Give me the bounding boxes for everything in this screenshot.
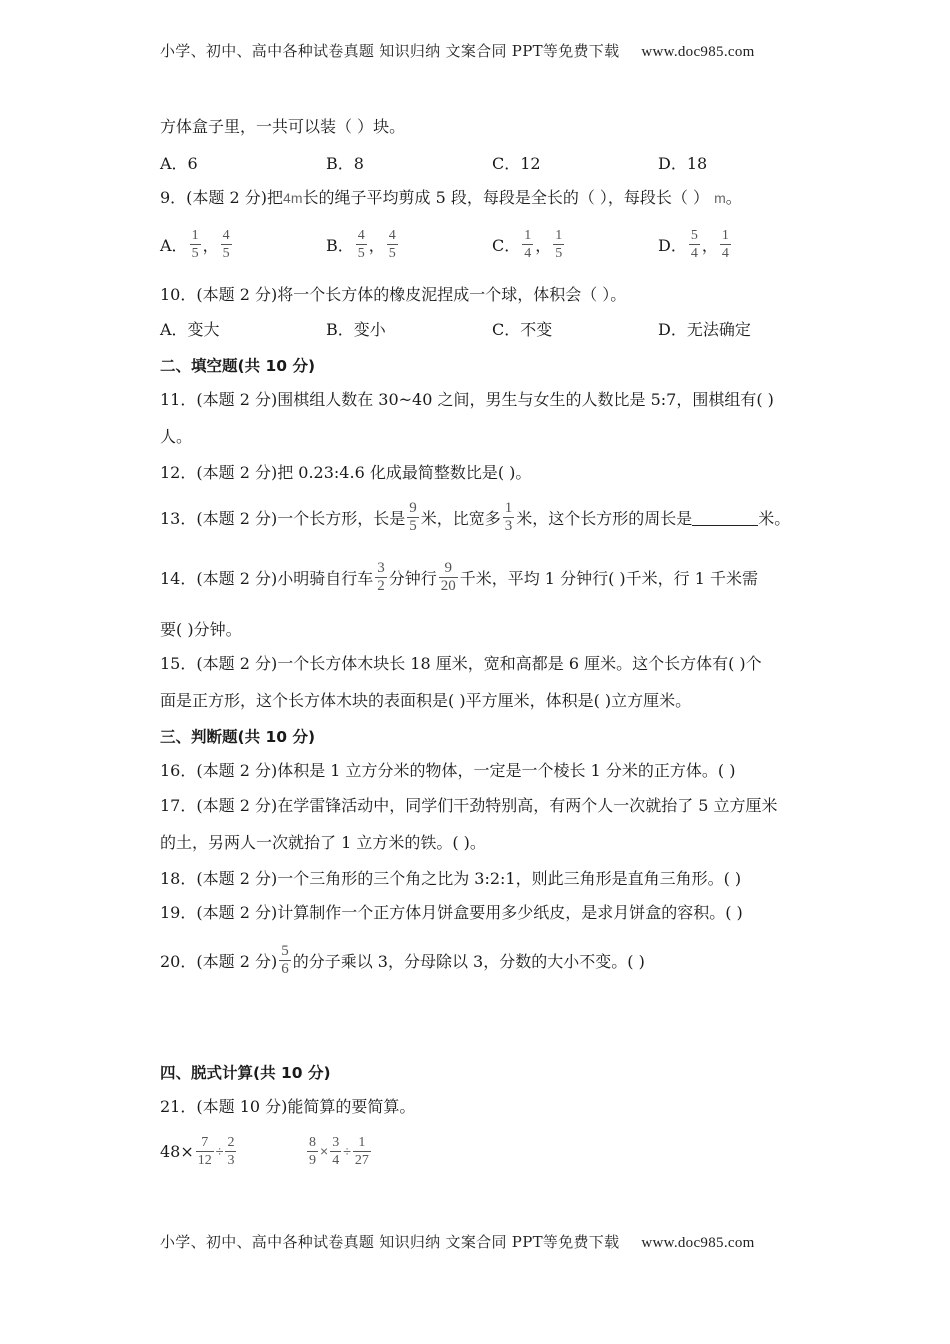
q16-question: 16．(本题 2 分)体积是 1 立方分米的物体，一定是一个棱长 1 分米的正方体。( ): [160, 761, 736, 780]
q8-option-a[interactable]: A．6: [160, 154, 198, 173]
section-2-heading: 二、填空题(共 10 分): [160, 357, 316, 375]
q14-part-2: 分钟行: [388, 568, 437, 588]
q21-expression-2: [305, 1128, 373, 1174]
q10-option-a[interactable]: A．变大: [160, 320, 220, 339]
q9-option-b-label: B．: [326, 235, 354, 255]
q11-line-1: 11．(本题 2 分)围棋组人数在 30~40 之间，男生与女生的人数比是 5:7，围棋组有( ): [160, 390, 774, 409]
q13-fraction-length: $\frac{9}{5}$: [409, 499, 417, 534]
q10-option-c[interactable]: C．不变: [492, 320, 553, 339]
q9-d-fraction-1: $\frac{5}{4}$: [690, 227, 698, 261]
q13-answer-blank[interactable]: [692, 509, 758, 526]
q14-part-3: 千米，平均 1 分钟行( )千米，行 1 千米需: [459, 568, 758, 588]
q9-unit-m: m: [714, 190, 726, 206]
q8-continuation: 方体盒子里，一共可以装（ ）块。: [160, 117, 406, 136]
header-text: 小学、初中、高中各种试卷真题 知识归纳 文案合同 PPT等免费下载: [160, 42, 620, 60]
q9-question: [160, 186, 742, 210]
q9-a-fraction-2: $\frac{4}{5}$: [222, 227, 230, 261]
q14-fraction-km: $\frac{9}{20}$: [440, 559, 456, 594]
q8-options: [160, 152, 800, 176]
q9-b-comma: ，: [368, 235, 385, 255]
q14-line-2: 要( )分钟。: [160, 620, 242, 639]
q10-option-b[interactable]: B．变小: [326, 320, 386, 339]
q9-c-fraction-1: $\frac{1}{4}$: [524, 227, 532, 261]
q13-question: [160, 494, 790, 540]
q9-b-fraction-1: $\frac{4}{5}$: [357, 227, 365, 261]
q13-part-3: 米，这个长方形的周长是: [516, 508, 693, 528]
q10-option-d[interactable]: D．无法确定: [658, 320, 751, 339]
q9-option-d[interactable]: [658, 222, 733, 266]
q9-length-unit: 4m: [283, 190, 303, 206]
q21-e1-fraction-2: $\frac{2}{3}$: [227, 1134, 235, 1168]
q13-fraction-diff: $\frac{1}{3}$: [504, 499, 513, 534]
q21-e1-divide: ÷: [215, 1143, 224, 1159]
q8-option-b[interactable]: B．8: [326, 154, 364, 173]
q9-c-fraction-2: $\frac{1}{5}$: [555, 227, 563, 261]
footer-site-link[interactable]: www.doc985.com: [641, 1235, 755, 1251]
q9-a-fraction-1: $\frac{1}{5}$: [191, 227, 199, 261]
page-header: [160, 40, 755, 61]
q13-part-1: 13．(本题 2 分)一个长方形，长是: [160, 508, 406, 528]
q17-line-2: 的土，另两人一次就抬了 1 立方米的铁。( )。: [160, 833, 486, 852]
q9-middle: 长的绳子平均剪成 5 段，每段是全长的（ ），每段长（ ）: [302, 188, 710, 207]
q18-question: 18．(本题 2 分)一个三角形的三个角之比为 3:2:1，则此三角形是直角三角形。( ): [160, 869, 742, 888]
q9-option-a[interactable]: [160, 222, 234, 266]
q9-option-c[interactable]: [492, 222, 566, 266]
q9-options: [160, 222, 800, 266]
q21-expression-1: [160, 1128, 238, 1174]
section-3-heading: 三、判断题(共 10 分): [160, 728, 316, 746]
q14-fraction-minutes: $\frac{3}{2}$: [377, 559, 385, 594]
q21-e2-fraction-3: $\frac{1}{27}$: [354, 1134, 369, 1168]
q9-option-a-label: A．: [160, 235, 188, 255]
q13-part-2: 米，比宽多: [420, 508, 501, 528]
q21-e2-divide: ÷: [343, 1143, 351, 1159]
q15-line-1: 15．(本题 2 分)一个长方体木块长 18 厘米，宽和高都是 6 厘米。这个长方体有( )个: [160, 654, 762, 673]
q9-d-fraction-2: $\frac{1}{4}$: [721, 227, 729, 261]
q9-end: 。: [725, 188, 742, 207]
section-4-heading: 四、脱式计算(共 10 分): [160, 1064, 331, 1082]
q9-a-comma: ，: [202, 235, 219, 255]
q20-part-1: 20．(本题 2 分): [160, 951, 278, 971]
q21-e1-prefix: 48×: [160, 1141, 194, 1161]
q21-e1-fraction-1: $\frac{7}{12}$: [197, 1134, 212, 1168]
q9-option-d-label: D．: [658, 235, 687, 255]
q10-question: 10．(本题 2 分)将一个长方体的橡皮泥捏成一个球，体积会（ ）。: [160, 285, 627, 304]
q13-part-4: 米。: [758, 508, 791, 528]
q21-e2-multiply: ×: [320, 1143, 329, 1159]
q9-prefix: 9．(本题 2 分)把: [160, 188, 284, 207]
q9-option-b[interactable]: [326, 222, 400, 266]
q9-option-c-label: C．: [492, 235, 521, 255]
q11-line-2: 人。: [160, 427, 193, 446]
q21-e2-fraction-2: $\frac{3}{4}$: [332, 1134, 340, 1168]
q21-e2-fraction-1: $\frac{8}{9}$: [309, 1134, 316, 1168]
q8-option-c[interactable]: C．12: [492, 154, 541, 173]
q15-line-2: 面是正方形，这个长方体木块的表面积是( )平方厘米，体积是( )立方厘米。: [160, 691, 692, 710]
q19-question: 19．(本题 2 分)计算制作一个正方体月饼盒要用多少纸皮，是求月饼盒的容积。( ): [160, 903, 743, 922]
footer-text: 小学、初中、高中各种试卷真题 知识归纳 文案合同 PPT等免费下载: [160, 1233, 620, 1251]
q9-d-comma: ，: [701, 235, 718, 255]
q8-option-d[interactable]: D．18: [658, 154, 708, 173]
q20-part-2: 的分子乘以 3，分母除以 3，分数的大小不变。( ): [292, 951, 645, 971]
header-site-link[interactable]: www.doc985.com: [641, 44, 755, 60]
q21-question: 21．(本题 10 分)能简算的要简算。: [160, 1097, 416, 1116]
q14-question: [160, 554, 758, 600]
q9-c-comma: ，: [535, 235, 552, 255]
q20-question: [160, 937, 645, 983]
q14-part-1: 14．(本题 2 分)小明骑自行车: [160, 568, 374, 588]
q20-fraction: $\frac{5}{6}$: [281, 942, 289, 977]
q9-b-fraction-2: $\frac{4}{5}$: [388, 227, 396, 261]
q12-question: 12．(本题 2 分)把 0.23:4.6 化成最简整数比是( )。: [160, 463, 532, 482]
q10-options: [160, 318, 800, 342]
page-footer: [160, 1231, 755, 1252]
q17-line-1: 17．(本题 2 分)在学雷锋活动中，同学们干劲特别高，有两个人一次就抬了 5 立方厘米: [160, 796, 778, 815]
